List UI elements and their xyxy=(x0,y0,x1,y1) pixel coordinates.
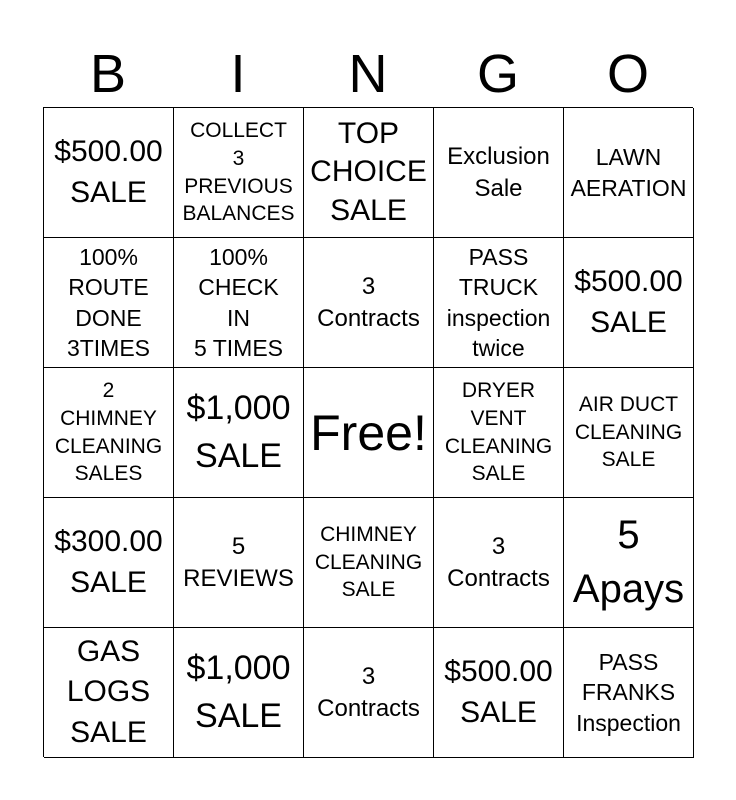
bingo-cell-r3-c3[interactable] xyxy=(304,368,434,498)
bingo-cell-text: $500.00 SALE xyxy=(444,655,553,729)
bingo-board xyxy=(43,107,693,757)
bingo-cell-r5-c2[interactable] xyxy=(174,628,304,758)
bingo-cell-text: LAWN AERATION xyxy=(570,144,687,201)
bingo-cell-r4-c4[interactable] xyxy=(434,498,564,628)
bingo-cell-text: CHIMNEY CLEANING SALE xyxy=(314,522,423,602)
bingo-cell-r4-c5[interactable] xyxy=(564,498,694,628)
bingo-cell-r1-c3[interactable] xyxy=(304,108,434,238)
bingo-cell-r1-c4[interactable] xyxy=(434,108,564,238)
bingo-cell-r2-c4[interactable] xyxy=(434,238,564,368)
bingo-cell-text: $1,000 SALE xyxy=(186,388,291,475)
bingo-cell-text: DRYER VENT CLEANING SALE xyxy=(444,379,553,486)
bingo-cell-text: PASS TRUCK inspection twice xyxy=(446,243,551,361)
bingo-cell-text: PASS FRANKS Inspection xyxy=(576,648,681,736)
bingo-cell-r2-c5[interactable] xyxy=(564,238,694,368)
bingo-header xyxy=(43,40,693,108)
bingo-cell-r5-c1[interactable] xyxy=(44,628,174,758)
bingo-cell-text: 100% ROUTE DONE 3TIMES xyxy=(66,243,151,361)
bingo-cell-r4-c1[interactable] xyxy=(44,498,174,628)
bingo-cell-text: $500.00 SALE xyxy=(574,265,683,339)
bingo-cell-text: GAS LOGS SALE xyxy=(66,634,151,749)
bingo-cell-text: Free! xyxy=(310,404,427,461)
bingo-cell-text: Exclusion Sale xyxy=(447,143,550,202)
bingo-cell-r3-c2[interactable] xyxy=(174,368,304,498)
bingo-cell-r1-c5[interactable] xyxy=(564,108,694,238)
bingo-cell-r5-c3[interactable] xyxy=(304,628,434,758)
header-letter-b: B xyxy=(89,44,127,104)
bingo-cell-r3-c5[interactable] xyxy=(564,368,694,498)
bingo-cell-r5-c5[interactable] xyxy=(564,628,694,758)
header-letter-n: N xyxy=(348,44,388,104)
bingo-cell-text: 3 Contracts xyxy=(317,663,420,722)
bingo-cell-r1-c2[interactable] xyxy=(174,108,304,238)
bingo-cell-text: TOP CHOICE SALE xyxy=(310,117,427,227)
header-letter-i: I xyxy=(230,44,246,104)
header-letter-o: O xyxy=(606,44,649,104)
bingo-cell-text: $300.00 SALE xyxy=(54,525,163,599)
bingo-cell-text: 5 Apays xyxy=(572,513,685,611)
bingo-cell-r4-c3[interactable] xyxy=(304,498,434,628)
bingo-cell-text: 3 Contracts xyxy=(447,533,550,592)
bingo-cell-r5-c4[interactable] xyxy=(434,628,564,758)
bingo-cell-text: AIR DUCT CLEANING SALE xyxy=(574,392,683,472)
bingo-cell-text: 2 CHIMNEY CLEANING SALES xyxy=(54,379,163,486)
bingo-cell-r2-c3[interactable] xyxy=(304,238,434,368)
bingo-cell-text: 100% CHECK IN 5 TIMES xyxy=(193,243,284,361)
bingo-cell-text: COLLECT 3 PREVIOUS BALANCES xyxy=(182,119,295,226)
bingo-cell-r2-c1[interactable] xyxy=(44,238,174,368)
bingo-cell-r4-c2[interactable] xyxy=(174,498,304,628)
bingo-cell-r2-c2[interactable] xyxy=(174,238,304,368)
bingo-cell-text: 5 REVIEWS xyxy=(183,533,294,592)
bingo-cell-r1-c1[interactable] xyxy=(44,108,174,238)
header-letter-g: G xyxy=(476,44,519,104)
bingo-cell-text: $1,000 SALE xyxy=(186,648,291,735)
bingo-cell-r3-c4[interactable] xyxy=(434,368,564,498)
bingo-cell-r3-c1[interactable] xyxy=(44,368,174,498)
bingo-cell-text: $500.00 SALE xyxy=(54,135,163,209)
bingo-cell-text: 3 Contracts xyxy=(317,273,420,332)
